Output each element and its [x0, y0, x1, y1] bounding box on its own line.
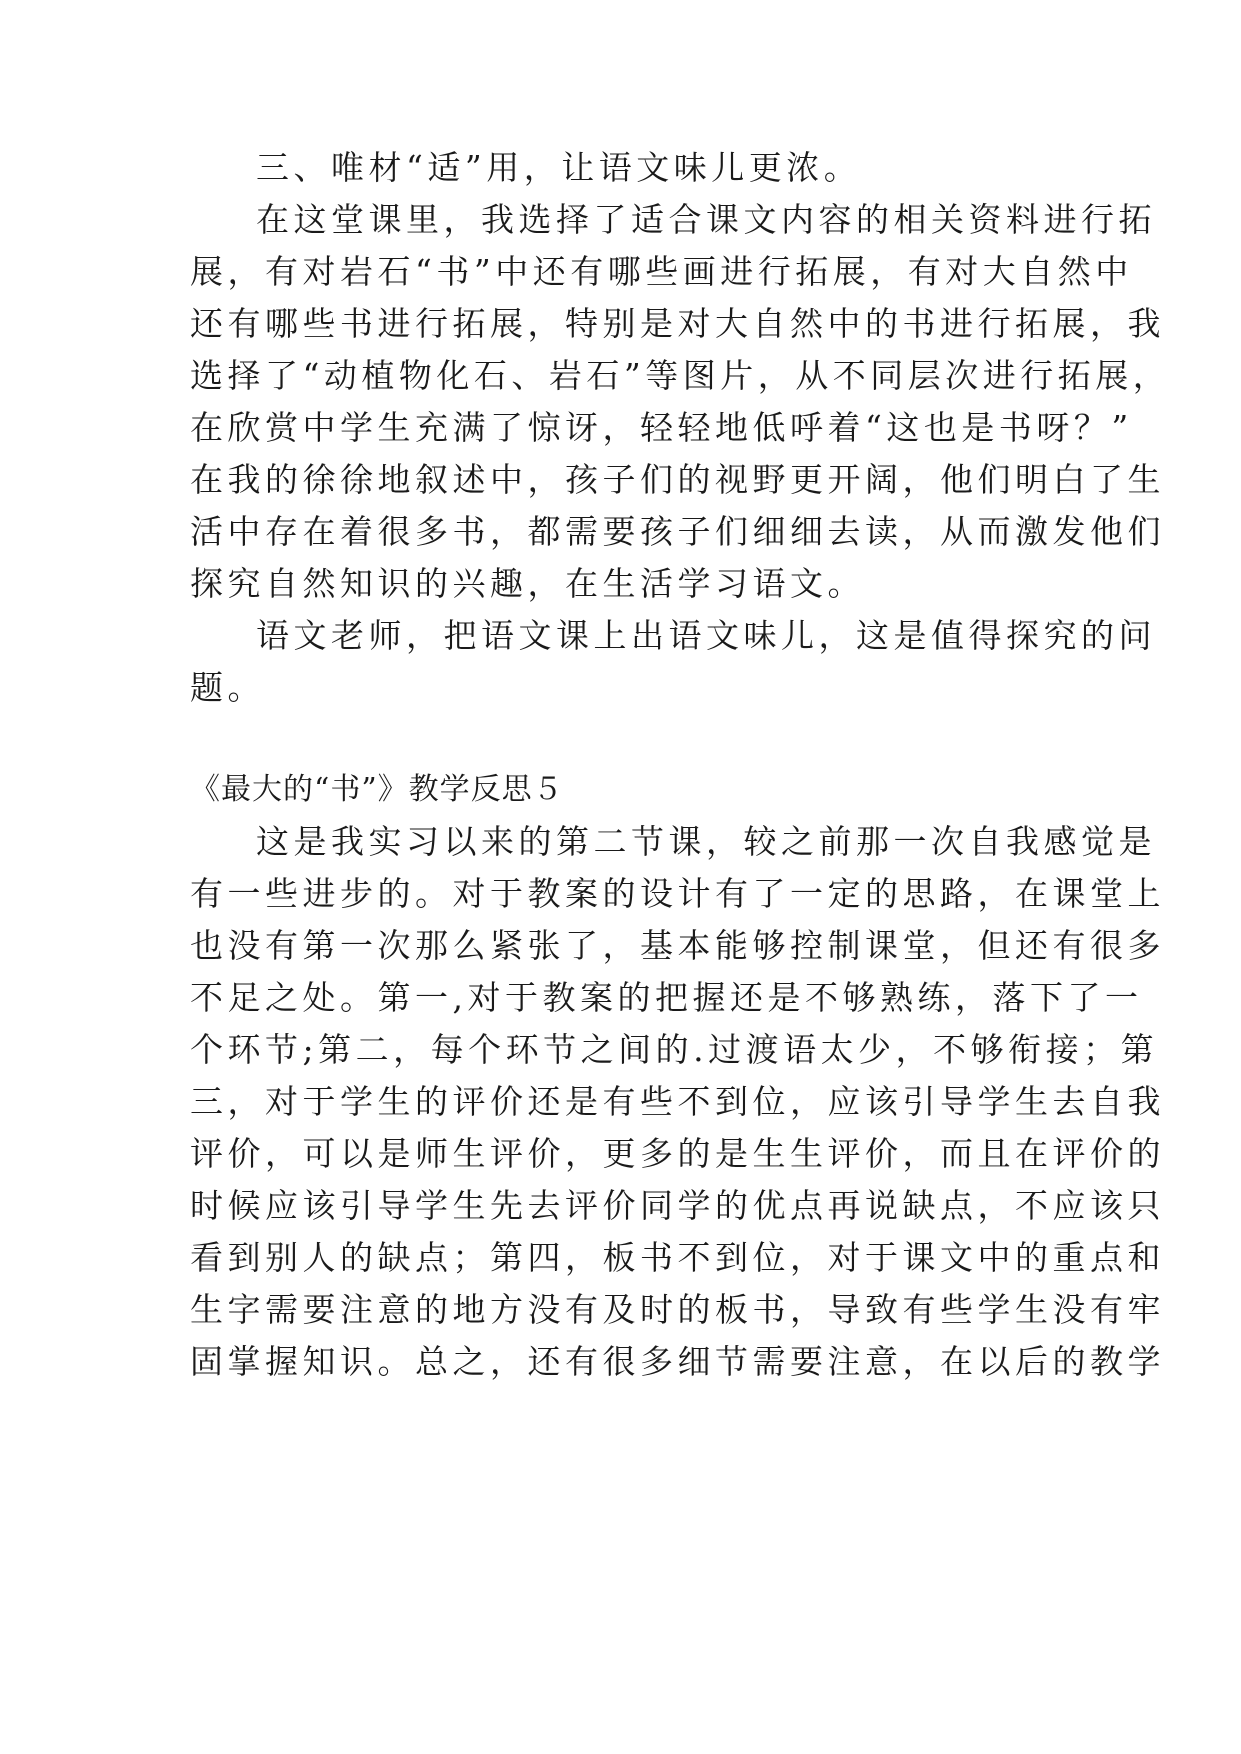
text-line: 看到别人的缺点；第四，板书不到位，对于课文中的重点和: [190, 1238, 1165, 1277]
text-line: 这是我实习以来的第二节课，较之前那一次自我感觉是: [256, 822, 1156, 861]
text-line: 活中存在着很多书，都需要孩子们细细去读，从而激发他们: [190, 512, 1165, 551]
text-line: 时候应该引导学生先去评价同学的优点再说缺点，不应该只: [190, 1186, 1165, 1225]
text-line: 也没有第一次那么紧张了，基本能够控制课堂，但还有很多: [190, 926, 1165, 965]
text-line: 探究自然知识的兴趣，在生活学习语文。: [190, 564, 865, 603]
text-line: 语文老师，把语文课上出语文味儿，这是值得探究的问: [256, 616, 1156, 655]
text-line: 还有哪些书进行拓展，特别是对大自然中的书进行拓展，我: [190, 304, 1165, 343]
text-line: 在欣赏中学生充满了惊讶，轻轻地低呼着“这也是书呀？”: [190, 408, 1133, 447]
text-line: 评价，可以是师生评价，更多的是生生评价，而且在评价的: [190, 1134, 1165, 1173]
text-line: 生字需要注意的地方没有及时的板书，导致有些学生没有牢: [190, 1290, 1165, 1329]
text-line: 固掌握知识。总之，还有很多细节需要注意，在以后的教学: [190, 1342, 1165, 1381]
text-line: 在我的徐徐地叙述中，孩子们的视野更开阔，他们明白了生: [190, 460, 1165, 499]
text-line: 选择了“动植物化石、岩石”等图片，从不同层次进行拓展，: [190, 356, 1171, 395]
section-heading: 三、唯材“适”用，让语文味儿更浓。: [256, 148, 862, 187]
section-title: 《最大的“书”》教学反思５: [190, 772, 564, 807]
text-line: 题。: [190, 668, 265, 707]
text-line: 不足之处。第一,对于教案的把握还是不够熟练，落下了一: [190, 978, 1143, 1017]
text-line: 个环节;第二，每个环节之间的.过渡语太少，不够衔接；第: [190, 1030, 1159, 1069]
text-line: 展，有对岩石“书”中还有哪些画进行拓展，有对大自然中: [190, 252, 1133, 291]
text-line: 三，对于学生的评价还是有些不到位，应该引导学生去自我: [190, 1082, 1165, 1121]
text-line: 在这堂课里，我选择了适合课文内容的相关资料进行拓: [256, 200, 1156, 239]
text-line: 有一些进步的。对于教案的设计有了一定的思路，在课堂上: [190, 874, 1165, 913]
